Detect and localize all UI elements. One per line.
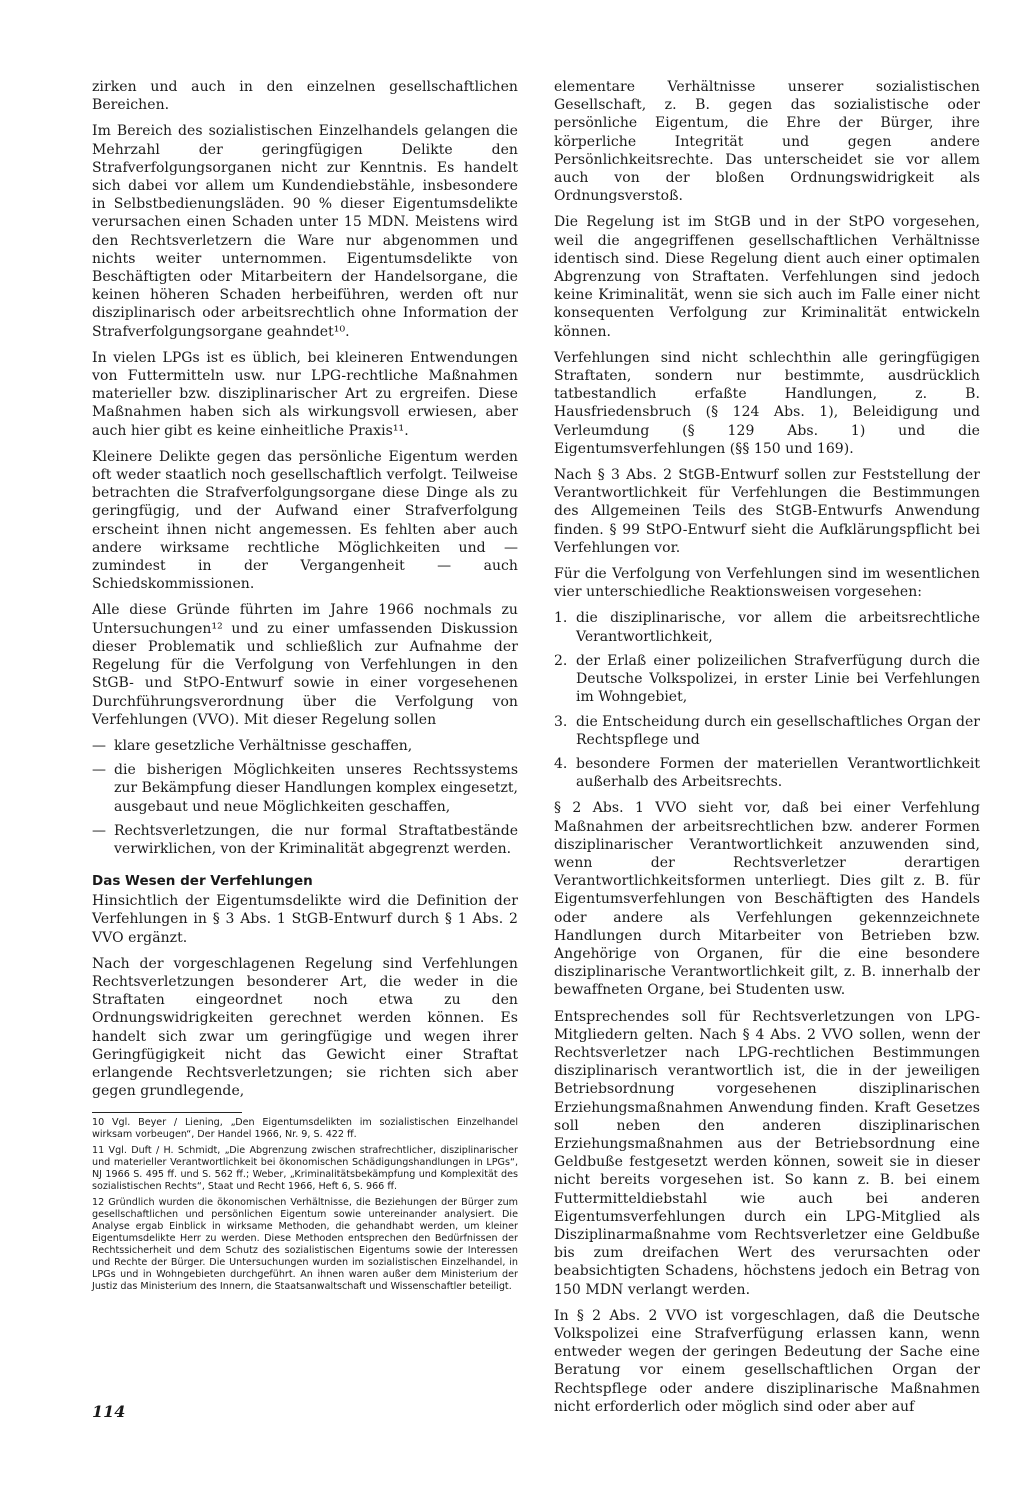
paragraph: elementare Verhältnisse unserer sozialistischen Gesellschaft, z. B. gegen das sozialistische oder persönliche Eigentum, die Ehre der Bürger, ihre körperliche Integrität und gegen andere Persönlichkeitsrechte. Das unterscheidet sie vor allem auch von der bloßen Ordnungswidrigkeit als Ordnungsverstoß. <box>554 79 980 205</box>
list-item-text: der Erlaß einer polizeilichen Strafverfügung durch die Deutsche Volkspolizei, in erster Linie bei Verfehlungen im Wohngebiet, <box>576 652 980 706</box>
page-number: 114 <box>92 1402 126 1421</box>
dash-list <box>92 737 518 858</box>
paragraph: Hinsichtlich der Eigentumsdelikte wird die Definition der Verfehlungen in § 3 Abs. 1 StGB-Entwurf durch § 1 Abs. 2 VVO ergänzt. <box>92 893 518 946</box>
paragraph: Entsprechendes soll für Rechtsverletzungen von LPG-Mitgliedern gelten. Nach § 4 Abs. 2 VVO sollen, wenn der Rechtsverletzer nach LPG-rechtlichen Bestimmungen disziplinarisch verantwortlich ist, die in der jeweiligen Betriebsordnung vorgesehenen disziplinarischen Erziehungsmaßnahmen Anwendung finden. Kraft Gesetzes soll neben den anderen disziplinarischen Erziehungsmaßnahmen aus der Betriebsordnung eine Geldbuße festgesetzt werden können, soweit sie in dieser nicht bereits vorgesehen ist. So kann z. B. bei einem Futtermitteldiebstahl wie auch bei anderen Eigentumsverfehlungen durch ein LPG-Mitglied als Disziplinarmaßnahme vom Rechtsverletzer eine Geldbuße bis zum dreifachen Wert des verursachten oder beabsichtigten Schadens, höchstens jedoch ein Betrag von 150 MDN verlangt werden. <box>554 1008 980 1298</box>
paragraph: § 2 Abs. 1 VVO sieht vor, daß bei einer Verfehlung Maßnahmen der arbeitsrechtlichen bzw. anderer Formen disziplinarischer Verantwortlichkeit anzuwenden sind, wenn der Rechtsverletzer derartigen Verantwortlichkeitsformen unterliegt. Dies gilt z. B. für Eigentumsverfehlungen von Beschäftigten des Handels oder andere als Verfehlungen gekennzeichnete Handlungen durch Mitarbeiter von Betrieben bzw. Angehörige von Organen, für die eine besondere disziplinarische Verantwortlichkeit gilt, z. B. innerhalb der bewaffneten Organe, bei Studenten usw. <box>554 800 980 999</box>
paragraph: Alle diese Gründe führten im Jahre 1966 nochmals zu Untersuchungen¹² und zu einer umfassenden Diskussion dieser Problematik und schließlich zur Aufnahme der Regelung für die Verfolgung von Verfehlungen in den StGB- und StPO-Entwurf sowie in einer vorgesehenen Durchführungsverordnung über die Verfolgung von Verfehlungen (VVO). Mit dieser Regelung sollen <box>92 602 518 728</box>
list-item-text: klare gesetzliche Verhältnisse geschaffen, <box>114 737 413 754</box>
list-item-text: die bisherigen Möglichkeiten unseres Rechtssystems zur Bekämpfung dieser Handlungen komplex eingesetzt, ausgebaut und neue Möglichkeiten geschaffen, <box>114 762 518 815</box>
dash-marker: — <box>92 737 106 754</box>
right-column <box>554 78 980 1424</box>
list-item <box>554 755 980 791</box>
paragraph: In vielen LPGs ist es üblich, bei kleineren Entwendungen von Futtermitteln usw. nur LPG-rechtliche Maßnahmen materieller bzw. disziplinarischer Art zu ergreifen. Diese Maßnahmen haben sich als wirkungsvoll erwiesen, aber auch hier gibt es keine einheitliche Praxis¹¹. <box>92 349 518 439</box>
paragraph: Kleinere Delikte gegen das persönliche Eigentum werden oft weder staatlich noch gesellschaftlich verfolgt. Teilweise betrachten die Strafverfolgungsorgane diese Dinge als zu geringfügig, und der Aufwand einer Strafverfolgung erscheint ihnen nicht angemessen. Es fehlten aber auch andere wirksame rechtliche Möglichkeiten und — zumindest in der Vergangenheit — auch Schiedskommissionen. <box>92 448 518 593</box>
list-item <box>554 713 980 749</box>
list-item-text: die disziplinarische, vor allem die arbeitsrechtliche Verantwortlichkeit, <box>576 610 980 645</box>
numbered-list <box>554 609 980 791</box>
paragraph: Die Regelung ist im StGB und in der StPO vorgesehen, weil die angegriffenen gesellschaftlichen Verhältnisse identisch sind. Diese Regelung dient auch einer optimalen Abgrenzung von Straftaten. Verfehlungen sind jedoch keine Kriminalität, wenn sie sich auch im Falle einer nicht konsequenten Verfolgung zur Kriminalität entwickeln können. <box>554 214 980 340</box>
paragraph: Für die Verfolgung von Verfehlungen sind im wesentlichen vier unterschiedliche Reaktionsweisen vorgesehen: <box>554 566 980 601</box>
paragraph: Im Bereich des sozialistischen Einzelhandels gelangen die Mehrzahl der geringfügigen Delikte den Strafverfolgungsorganen nicht zur Kenntnis. Es handelt sich dabei vor allem um Kundendiebstähle, insbesondere in Selbstbedienungsläden. 90 % dieser Eigentumsdelikte verursachen einen Schaden unter 15 MDN. Meistens wird den Rechtsverletzern die Ware nur abgenommen und nichts weiter unternommen. Eigentumsdelikte von Beschäftigten oder Mitarbeitern der Handelsorgane, die keinen höheren Schaden herbeiführen, werden oft nur disziplinarisch oder arbeitsrechtlich ohne Information der Strafverfolgungsorgane geahndet¹⁰. <box>92 123 518 340</box>
list-item <box>554 652 980 707</box>
paragraph: In § 2 Abs. 2 VVO ist vorgeschlagen, daß die Deutsche Volkspolizei eine Strafverfügung erlassen kann, wenn entweder wegen der geringen Bedeutung der Sache eine Beratung vor einem gesellschaftlichen Organ der Rechtspflege oder andere disziplinarische Maßnahmen nicht erforderlich oder möglich sind oder aber auf <box>554 1307 980 1415</box>
left-column <box>92 78 518 1297</box>
list-number: 3. <box>554 713 568 730</box>
section-heading: Das Wesen der Verfehlungen <box>92 873 313 890</box>
list-item <box>554 609 980 645</box>
dash-marker: — <box>92 762 106 779</box>
paragraph: Nach § 3 Abs. 2 StGB-Entwurf sollen zur Feststellung der Verantwortlichkeit für Verfehlungen die Bestimmungen des Allgemeinen Teils des StGB-Entwurfs Anwendung finden. § 99 StPO-Entwurf sieht die Aufklärungspflicht bei Verfehlungen vor. <box>554 467 980 556</box>
paragraph: Nach der vorgeschlagenen Regelung sind Verfehlungen Rechtsverletzungen besonderer Art, die weder in die Straftaten eingeordnet noch etwa zu den Ordnungswidrigkeiten gerechnet werden können. Es handelt sich zwar um geringfügige und wegen ihrer Geringfügigkeit nicht das Gewicht einer Straftat erlangende Rechtsverletzungen; sie richten sich aber gegen grundlegende, <box>92 955 518 1100</box>
list-item <box>92 761 518 816</box>
list-number: 4. <box>554 755 568 772</box>
footnote-divider <box>92 1112 242 1113</box>
paragraph: zirken und auch in den einzelnen gesellschaftlichen Bereichen. <box>92 79 518 114</box>
list-number: 1. <box>554 610 568 627</box>
list-item-text: besondere Formen der materiellen Verantwortlichkeit außerhalb des Arbeitsrechts. <box>576 755 980 791</box>
list-item <box>92 822 518 858</box>
paragraph: Verfehlungen sind nicht schlechthin alle geringfügigen Straftaten, sondern nur bestimmte, ausdrücklich tatbestandlich erfaßte Handlungen, z. B. Hausfriedensbruch (§ 124 Abs. 1), Beleidigung und Verleumdung (§ 129 Abs. 1) und die Eigentumsverfehlungen (§§ 150 und 169). <box>554 349 980 457</box>
list-item-text: Rechtsverletzungen, die nur formal Straftatbestände verwirklichen, von der Kriminalität abgegrenzt werden. <box>114 822 518 857</box>
list-item-text: die Entscheidung durch ein gesellschaftliches Organ der Rechtspflege und <box>576 713 980 748</box>
footnote: 10 Vgl. Beyer / Liening, „Den Eigentumsdelikten im sozialistischen Einzelhandel wirksam vorbeugen“, Der Handel 1966, Nr. 9, S. 422 ff. <box>92 1117 518 1141</box>
list-number: 2. <box>554 652 568 669</box>
footnote: 11 Vgl. Duft / H. Schmidt, „Die Abgrenzung zwischen strafrechtlicher, disziplinarischer und materieller Verantwortlichkeit bei ökonomischen Schädigungshandlungen in LPGs“, NJ 1966 S. 495 ff. und S. 562 ff.; Weber, „Kriminalitätsbekämpfung und Komplexität des sozialistischen Rechts“, Staat und Recht 1966, Heft 6, S. 966 ff. <box>92 1145 518 1193</box>
dash-marker: — <box>92 822 106 839</box>
footnote: 12 Gründlich wurden die ökonomischen Verhältnisse, die Beziehungen der Bürger zum gesellschaftlichen und persönlichen Eigentum sowie untereinander analysiert. Die Analyse ergab Einblick in wirksame Methoden, die gehandhabt werden, um kleiner Eigentumsdelikte Herr zu werden. Diese Methoden entsprechen den Bedürfnissen der Rechtssicherheit und dem Schutz des sozialistischen Eigentums sowie der Interessen und Rechte der Bürger. Die Untersuchungen wurden im sozialistischen Einzelhandel, in LPGs und in Wohngebieten durchgeführt. An ihnen waren außer dem Ministerium der Justiz das Ministerium des Innern, die Staatsanwaltschaft und Wissenschaftler beteiligt. <box>92 1197 518 1293</box>
list-item <box>92 737 518 755</box>
